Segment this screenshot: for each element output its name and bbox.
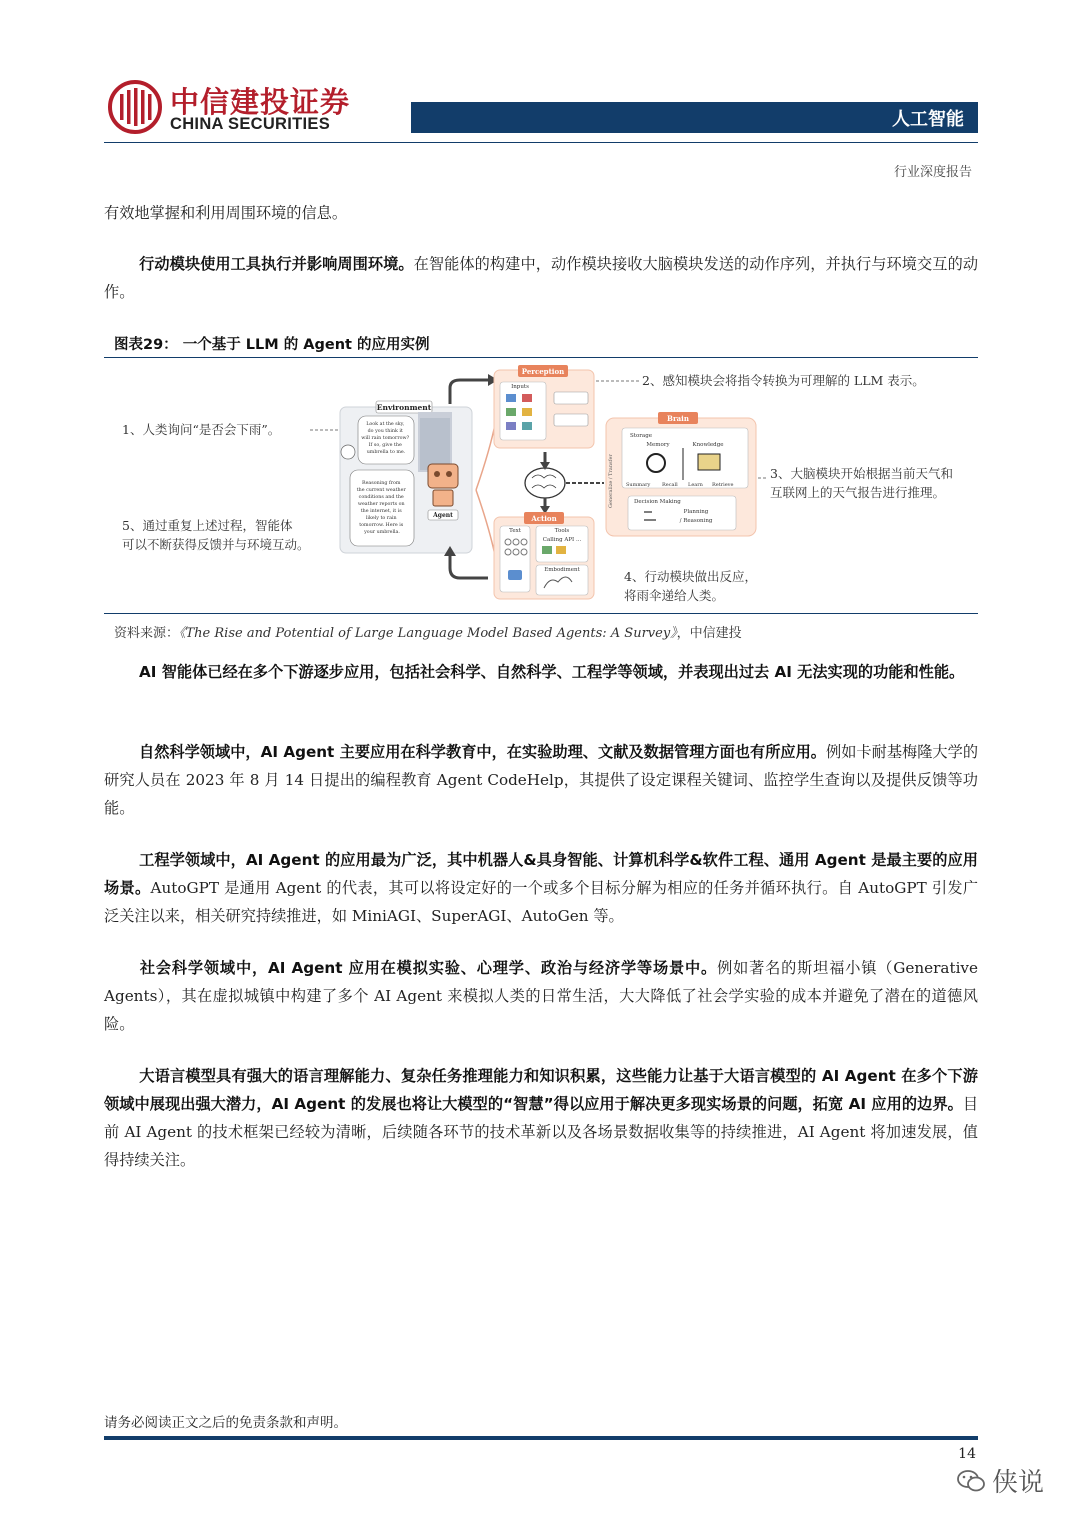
svg-text:Tools: Tools [554,528,570,534]
logo-chinese-name: 中信建投证券 [170,85,351,119]
section-title: 人工智能 [892,109,964,130]
wechat-icon [956,1468,986,1494]
header-divider [104,142,978,143]
perception-module [494,365,594,448]
footer-rule [104,1436,978,1440]
svg-text:Storage: Storage [630,433,652,439]
svg-text:Embodiment: Embodiment [544,567,580,573]
svg-text:Reasoning from the curre: Reasoning from the current weather conditions and the weather reports on the internet, it is likely to rain tomorrow. Here is your umbrella. [356,481,406,535]
watermark: 侠说 [956,1462,1044,1499]
svg-text:Inputs: Inputs [511,384,529,390]
paragraph-action-module: 行动模块使用工具执行并影响周围环境。在智能体的构建中，动作模块接收大脑模块发送的动作序列，并执行与环境交互的动作。 [104,255,979,301]
svg-text:Look at the sky, do you: Look at the sky, do you think it will rain tomorrow? If so, give the umbrella to me. [361,422,410,455]
paragraph-engineering: 工程学领域中，AI Agent 的应用最为广泛，其中机器人&具身智能、计算机科学&软件工程、通用 Agent 是最主要的应用场景。AutoGPT 是通用 Agent 的代表，其可以将设定好的一个或多个目标分解为相应的任务并循环执行。自 AutoGPT 引发广泛关注以来，相关研究持续推进，如 MiniAGI、SuperAGI、AutoGen 等。 [104,851,979,925]
page-number: 14 [958,1446,976,1462]
action-module [494,512,594,599]
svg-text:Environment: Environment [376,403,432,412]
svg-text:Planning: Planning [683,509,709,515]
annotation-3: 3、大脑模块开始根据当前天气和 互联网上的天气报告进行推理。 [770,466,953,500]
annotation-5: 5、通过重复上述过程，智能体 可以不断获得反馈并与环境互动。 [122,518,310,552]
svg-text:Agent: Agent [433,512,453,519]
svg-text:Memory: Memory [646,442,670,448]
china-securities-logo-icon [108,80,162,134]
annotation-4: 4、行动模块做出反应， 将雨伞递给人类。 [624,569,757,603]
paragraph-0: 有效地掌握和利用周围环境的信息。 [104,204,347,222]
svg-text:Action: Action [531,514,557,523]
report-type: 行业深度报告 [893,165,972,180]
paragraph-downstream-apps: AI 智能体已经在多个下游逐步应用，包括社会科学、自然科学、工程学等领域，并表现出过去 AI 无法实现的功能和性能。 [139,663,965,681]
svg-text:/ Reasoning: / Reasoning [679,518,713,524]
svg-text:Brain: Brain [667,414,689,423]
svg-text:Generalize / Transfer: Generalize / Transfer [608,454,614,508]
figure-bottom-rule [104,613,978,614]
svg-text:Calling API ...: Calling API ... [542,537,582,543]
svg-text:Text: Text [509,528,521,534]
environment-panel [340,401,472,553]
svg-text:Decision Making: Decision Making [634,499,681,505]
annotation-2: 2、感知模块会将指令转换为可理解的 LLM 表示。 [642,373,925,388]
paragraph-social-science: 社会科学领域中，AI Agent 应用在模拟实验、心理学、政治与经济学等场景中。例如著名的斯坦福小镇（Generative Agents），其在虚拟城镇中构建了多个 AI Agent 来模拟人类的日常生活，大大降低了社会学实验的成本并避免了潜在的道德风险。 [104,959,979,1033]
paragraph-conclusion: 大语言模型具有强大的语言理解能力、复杂任务推理能力和知识积累，这些能力让基于大语言模型的 AI Agent 在多个下游领域中展现出强大潜力，AI Agent 的发展也将让大模型的“智慧”得以应用于解决更多现实场景的问题，拓宽 AI 应用的边界。目前 AI Agent 的技术框架已经较为清晰，后续随各环节的技术革新以及各场景数据收集等的持续推进，AI Agent 将加速发展，值得持续关注。 [104,1067,978,1169]
figure-top-rule [104,357,978,358]
logo-english-name: CHINA SECURITIES [170,115,331,133]
brain-module [606,412,756,536]
svg-text:Knowledge: Knowledge [692,442,724,448]
disclaimer-note: 请务必阅读正文之后的免责条款和声明。 [104,1415,347,1431]
annotation-1: 1、人类询问“是否会下雨”。 [122,422,281,437]
svg-text:Summary Recall Lea: Summary Recall Learn Retrieve [626,482,734,488]
paragraph-lead: 行动模块使用工具执行并影响周围环境。 [139,255,414,273]
paragraph-natural-science: 自然科学领域中，AI Agent 主要应用在科学教育中，在实验助理、文献及数据管理方面也有所应用。例如卡耐基梅隆大学的研究人员在 2023 年 8 月 14 日提出的编程教育 Agent CodeHelp，其提供了设定课程关键词、监控学生查询以及提供反馈等功能。 [104,743,979,817]
figure-title: 图表29： 一个基于 LLM 的 Agent 的应用实例 [114,337,430,353]
svg-text:Perception: Perception [521,367,565,376]
agent-diagram [300,360,780,605]
figure-source: 资料来源：《The Rise and Potential of Large Language Model Based Agents: A Survey》，中信建投 [114,626,742,641]
header-section-bar [411,102,978,133]
